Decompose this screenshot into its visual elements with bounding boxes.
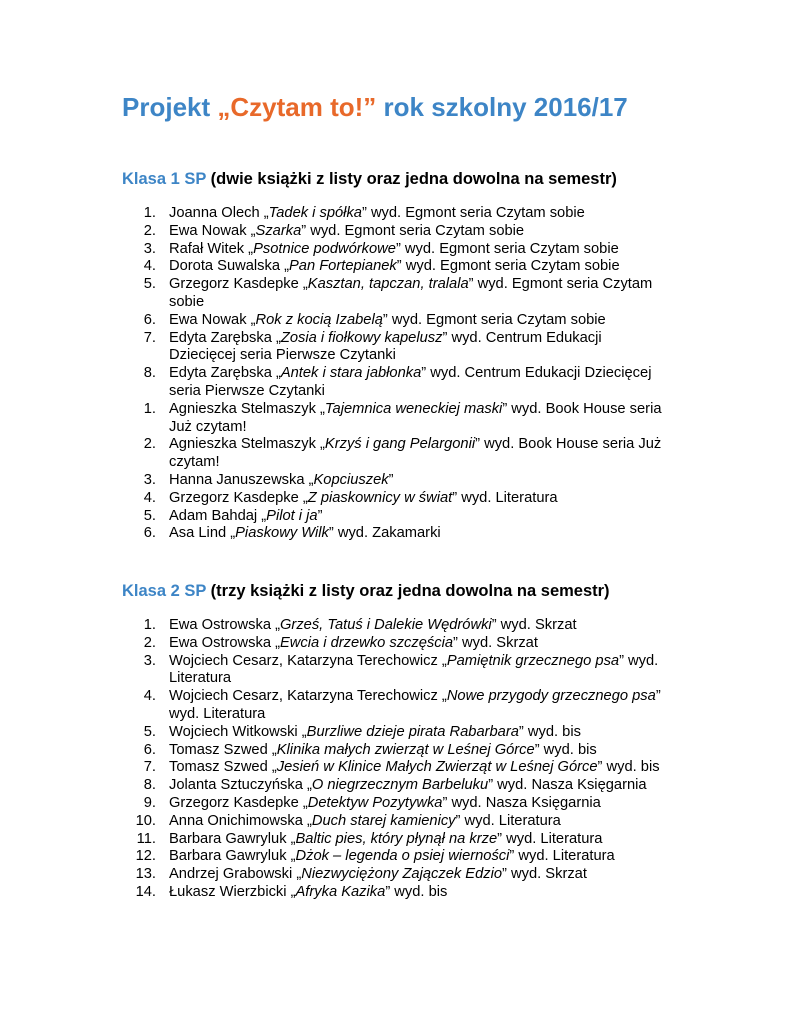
item-author: Grzegorz Kasdepke „	[169, 489, 308, 506]
item-book-title: Grześ, Tatuś i Dalekie Wędrówki	[280, 617, 492, 633]
item-author: Ewa Ostrowska „	[169, 617, 280, 633]
list-item	[0, 490, 669, 508]
item-book-title: Piaskowy Wilk	[235, 525, 329, 542]
book-list-klasa-2	[0, 617, 669, 902]
item-author: Anna Onichimowska „	[169, 812, 312, 829]
list-item	[0, 759, 669, 777]
item-book-title: Pamiętnik grzecznego psa	[446, 652, 620, 669]
item-number: 5.	[143, 507, 156, 524]
item-book-title: Nowe przygody grzecznego psa	[446, 688, 656, 705]
item-author: Wojciech Cesarz, Katarzyna Terechowicz „	[169, 652, 447, 669]
list-item	[0, 508, 669, 526]
item-book-title: Z piaskownicy w świat	[307, 489, 453, 506]
item-publisher: ” wyd. bis	[518, 723, 581, 740]
item-author: Dorota Suwalska „	[169, 258, 289, 275]
item-publisher: ” wyd. Egmont seria Czytam sobie	[382, 311, 606, 328]
item-publisher: ”	[317, 507, 323, 524]
title-part2: „Czytam to!”	[217, 92, 377, 122]
item-author: Joanna Olech „	[169, 205, 269, 221]
list-item	[0, 795, 669, 813]
item-author: Tomasz Szwed „	[169, 741, 277, 758]
section-heading-klasa-1	[122, 168, 617, 190]
list-item	[0, 742, 669, 760]
item-author: Edyta Zarębska „	[169, 329, 281, 346]
item-publisher: ” wyd. Literatura	[497, 830, 603, 847]
item-number: 7.	[143, 329, 156, 346]
item-publisher: ” wyd. Literatura	[455, 812, 561, 829]
item-book-title: Rok z kocią Izabelą	[255, 311, 383, 328]
item-publisher: ” wyd. Book House seria Już czytam!	[169, 400, 662, 435]
item-author: Edyta Zarębska „	[169, 365, 281, 382]
item-publisher: ” wyd. Centrum Edukacji Dziecięcej seria Pierwsze Czytanki	[169, 329, 602, 364]
item-publisher: ” wyd. bis	[534, 741, 597, 758]
list-item	[0, 831, 669, 849]
title-part3: rok szkolny 2016/17	[376, 92, 628, 122]
item-book-title: Duch starej kamienicy	[311, 812, 456, 829]
item-book-title: Detektyw Pozytywka	[307, 794, 443, 811]
item-author: Ewa Nowak „	[169, 222, 256, 239]
list-item	[0, 724, 669, 742]
klasa-description: (dwie książki z listy oraz jedna dowolna na semestr)	[206, 170, 617, 188]
list-item	[0, 525, 669, 543]
item-number: 5.	[143, 723, 156, 740]
item-book-title: Pan Fortepianek	[289, 258, 397, 275]
item-number: 8.	[143, 777, 156, 794]
item-number: 7.	[143, 759, 156, 776]
item-book-title: Tadek i spółka	[268, 205, 362, 221]
item-publisher: ” wyd. Literatura	[169, 688, 661, 722]
klasa-label: Klasa 1 SP	[122, 170, 207, 188]
item-publisher: ” wyd. Egmont seria Czytam sobie	[395, 240, 619, 257]
item-number: 14.	[135, 883, 156, 900]
item-author: Asa Lind „	[169, 525, 236, 542]
item-book-title: Klinika małych zwierząt w Leśnej Górce	[276, 741, 535, 758]
item-author: Wojciech Witkowski „	[169, 723, 307, 740]
item-author: Łukasz Wierzbicki „	[169, 883, 296, 900]
item-author: Barbara Gawryluk „	[169, 848, 296, 865]
list-item	[0, 258, 669, 276]
item-number: 9.	[143, 794, 156, 811]
list-item	[0, 653, 669, 689]
item-book-title: Jesień w Klinice Małych Zwierząt w Leśnej Górce	[276, 759, 598, 776]
list-item	[0, 401, 669, 437]
item-publisher: ” wyd. Nasza Księgarnia	[442, 794, 601, 811]
list-item	[0, 617, 669, 635]
item-book-title: Psotnice podwórkowe	[253, 240, 396, 257]
item-author: Hanna Januszewska „	[169, 471, 314, 488]
item-author: Jolanta Sztuczyńska „	[169, 777, 312, 794]
item-publisher: ” wyd. Egmont seria Czytam sobie	[169, 276, 653, 310]
item-book-title: Szarka	[255, 222, 302, 239]
item-number: 1.	[143, 617, 156, 633]
title-part1: Projekt	[122, 92, 218, 122]
item-author: Adam Bahdaj „	[169, 507, 267, 524]
page-title	[122, 90, 628, 124]
item-author: Barbara Gawryluk „	[169, 830, 296, 847]
list-item	[0, 848, 669, 866]
item-number: 11.	[136, 830, 156, 847]
item-publisher: ” wyd. Centrum Edukacji Dziecięcej seria Pierwsze Czytanki	[169, 365, 652, 399]
item-number: 4.	[143, 489, 156, 506]
item-book-title: Zosia i fiołkowy kapelusz	[280, 329, 443, 346]
item-book-title: Pilot i ja	[266, 507, 318, 524]
item-author: Agnieszka Stelmaszyk „	[169, 400, 325, 417]
item-publisher: ” wyd. Book House seria Już czytam!	[169, 436, 662, 471]
item-number: 2.	[143, 222, 156, 239]
item-book-title: Afryka Kazika	[295, 883, 386, 900]
item-book-title: Kasztan, tapczan, tralala	[307, 276, 469, 293]
item-publisher: ” wyd. Zakamarki	[328, 525, 441, 542]
item-publisher: ” wyd. Nasza Księgarnia	[488, 777, 647, 794]
item-number: 6.	[143, 741, 156, 758]
item-author: Andrzej Grabowski „	[169, 866, 302, 883]
list-item	[0, 635, 669, 653]
item-number: 4.	[143, 258, 156, 275]
item-number: 6.	[143, 525, 156, 542]
section-heading-klasa-2	[122, 580, 610, 602]
item-publisher: ” wyd. bis	[597, 759, 660, 776]
item-book-title: Tajemnica weneckiej maski	[324, 400, 503, 417]
item-publisher: ” wyd. Skrzat	[502, 866, 587, 883]
item-book-title: Antek i stara jabłonka	[280, 365, 422, 382]
item-author: Ewa Ostrowska „	[169, 634, 280, 651]
item-publisher: ” wyd. Egmont seria Czytam sobie	[396, 258, 620, 275]
item-book-title: Ewcia i drzewko szczęścia	[280, 634, 454, 651]
list-item	[0, 472, 669, 490]
list-item	[0, 276, 669, 312]
item-book-title: Baltic pies, który płynął na krze	[295, 830, 498, 847]
item-book-title: Krzyś i gang Pelargonii	[324, 436, 476, 453]
item-book-title: Burzliwe dzieje pirata Rabarbara	[306, 723, 519, 740]
list-item	[0, 365, 669, 401]
item-number: 10.	[135, 812, 156, 829]
item-number: 13.	[135, 866, 156, 883]
klasa-description: (trzy książki z listy oraz jedna dowolna na semestr)	[206, 582, 610, 600]
item-author: Ewa Nowak „	[169, 311, 256, 328]
item-publisher: ” wyd. Skrzat	[453, 634, 538, 651]
item-publisher: ” wyd. Egmont seria Czytam sobie	[301, 222, 525, 239]
list-item	[0, 205, 669, 223]
item-publisher: ” wyd. Literatura	[169, 652, 659, 687]
item-author: Tomasz Szwed „	[169, 759, 277, 776]
item-author: Rafał Witek „	[169, 240, 254, 257]
item-publisher: ”	[388, 471, 394, 488]
item-book-title: Kopciuszek	[313, 471, 389, 488]
item-author: Grzegorz Kasdepke „	[169, 794, 308, 811]
item-publisher: ” wyd. Egmont seria Czytam sobie	[361, 205, 585, 221]
list-item	[0, 777, 669, 795]
item-number: 2.	[143, 634, 156, 651]
item-number: 4.	[143, 688, 156, 705]
book-list-klasa-1	[0, 205, 669, 543]
list-item	[0, 688, 669, 724]
list-item	[0, 866, 669, 884]
list-item	[0, 436, 669, 472]
item-number: 8.	[143, 365, 156, 382]
list-item	[0, 330, 669, 366]
item-publisher: ” wyd. Literatura	[509, 848, 615, 865]
item-number: 3.	[143, 652, 156, 669]
list-item	[0, 241, 669, 259]
item-number: 1.	[143, 205, 156, 221]
item-number: 6.	[143, 311, 156, 328]
list-item	[0, 813, 669, 831]
item-author: Grzegorz Kasdepke „	[169, 276, 308, 293]
klasa-label: Klasa 2 SP	[122, 582, 207, 600]
item-publisher: ” wyd. Skrzat	[491, 617, 577, 633]
list-item	[0, 884, 669, 902]
item-author: Agnieszka Stelmaszyk „	[169, 436, 325, 453]
item-book-title: Dżok – legenda o psiej wierności	[295, 848, 510, 865]
item-book-title: Niezwyciężony Zajączek Edzio	[301, 866, 503, 883]
item-book-title: O niegrzecznym Barbeluku	[311, 777, 489, 794]
item-number: 3.	[143, 471, 156, 488]
item-number: 1.	[143, 400, 156, 417]
item-number: 12.	[135, 848, 156, 865]
item-publisher: ” wyd. bis	[385, 883, 448, 900]
item-author: Wojciech Cesarz, Katarzyna Terechowicz „	[169, 688, 447, 705]
list-item	[0, 223, 669, 241]
item-number: 3.	[143, 240, 156, 257]
list-item	[0, 312, 669, 330]
item-number: 5.	[143, 276, 156, 293]
item-number: 2.	[143, 436, 156, 453]
item-publisher: ” wyd. Literatura	[452, 489, 558, 506]
